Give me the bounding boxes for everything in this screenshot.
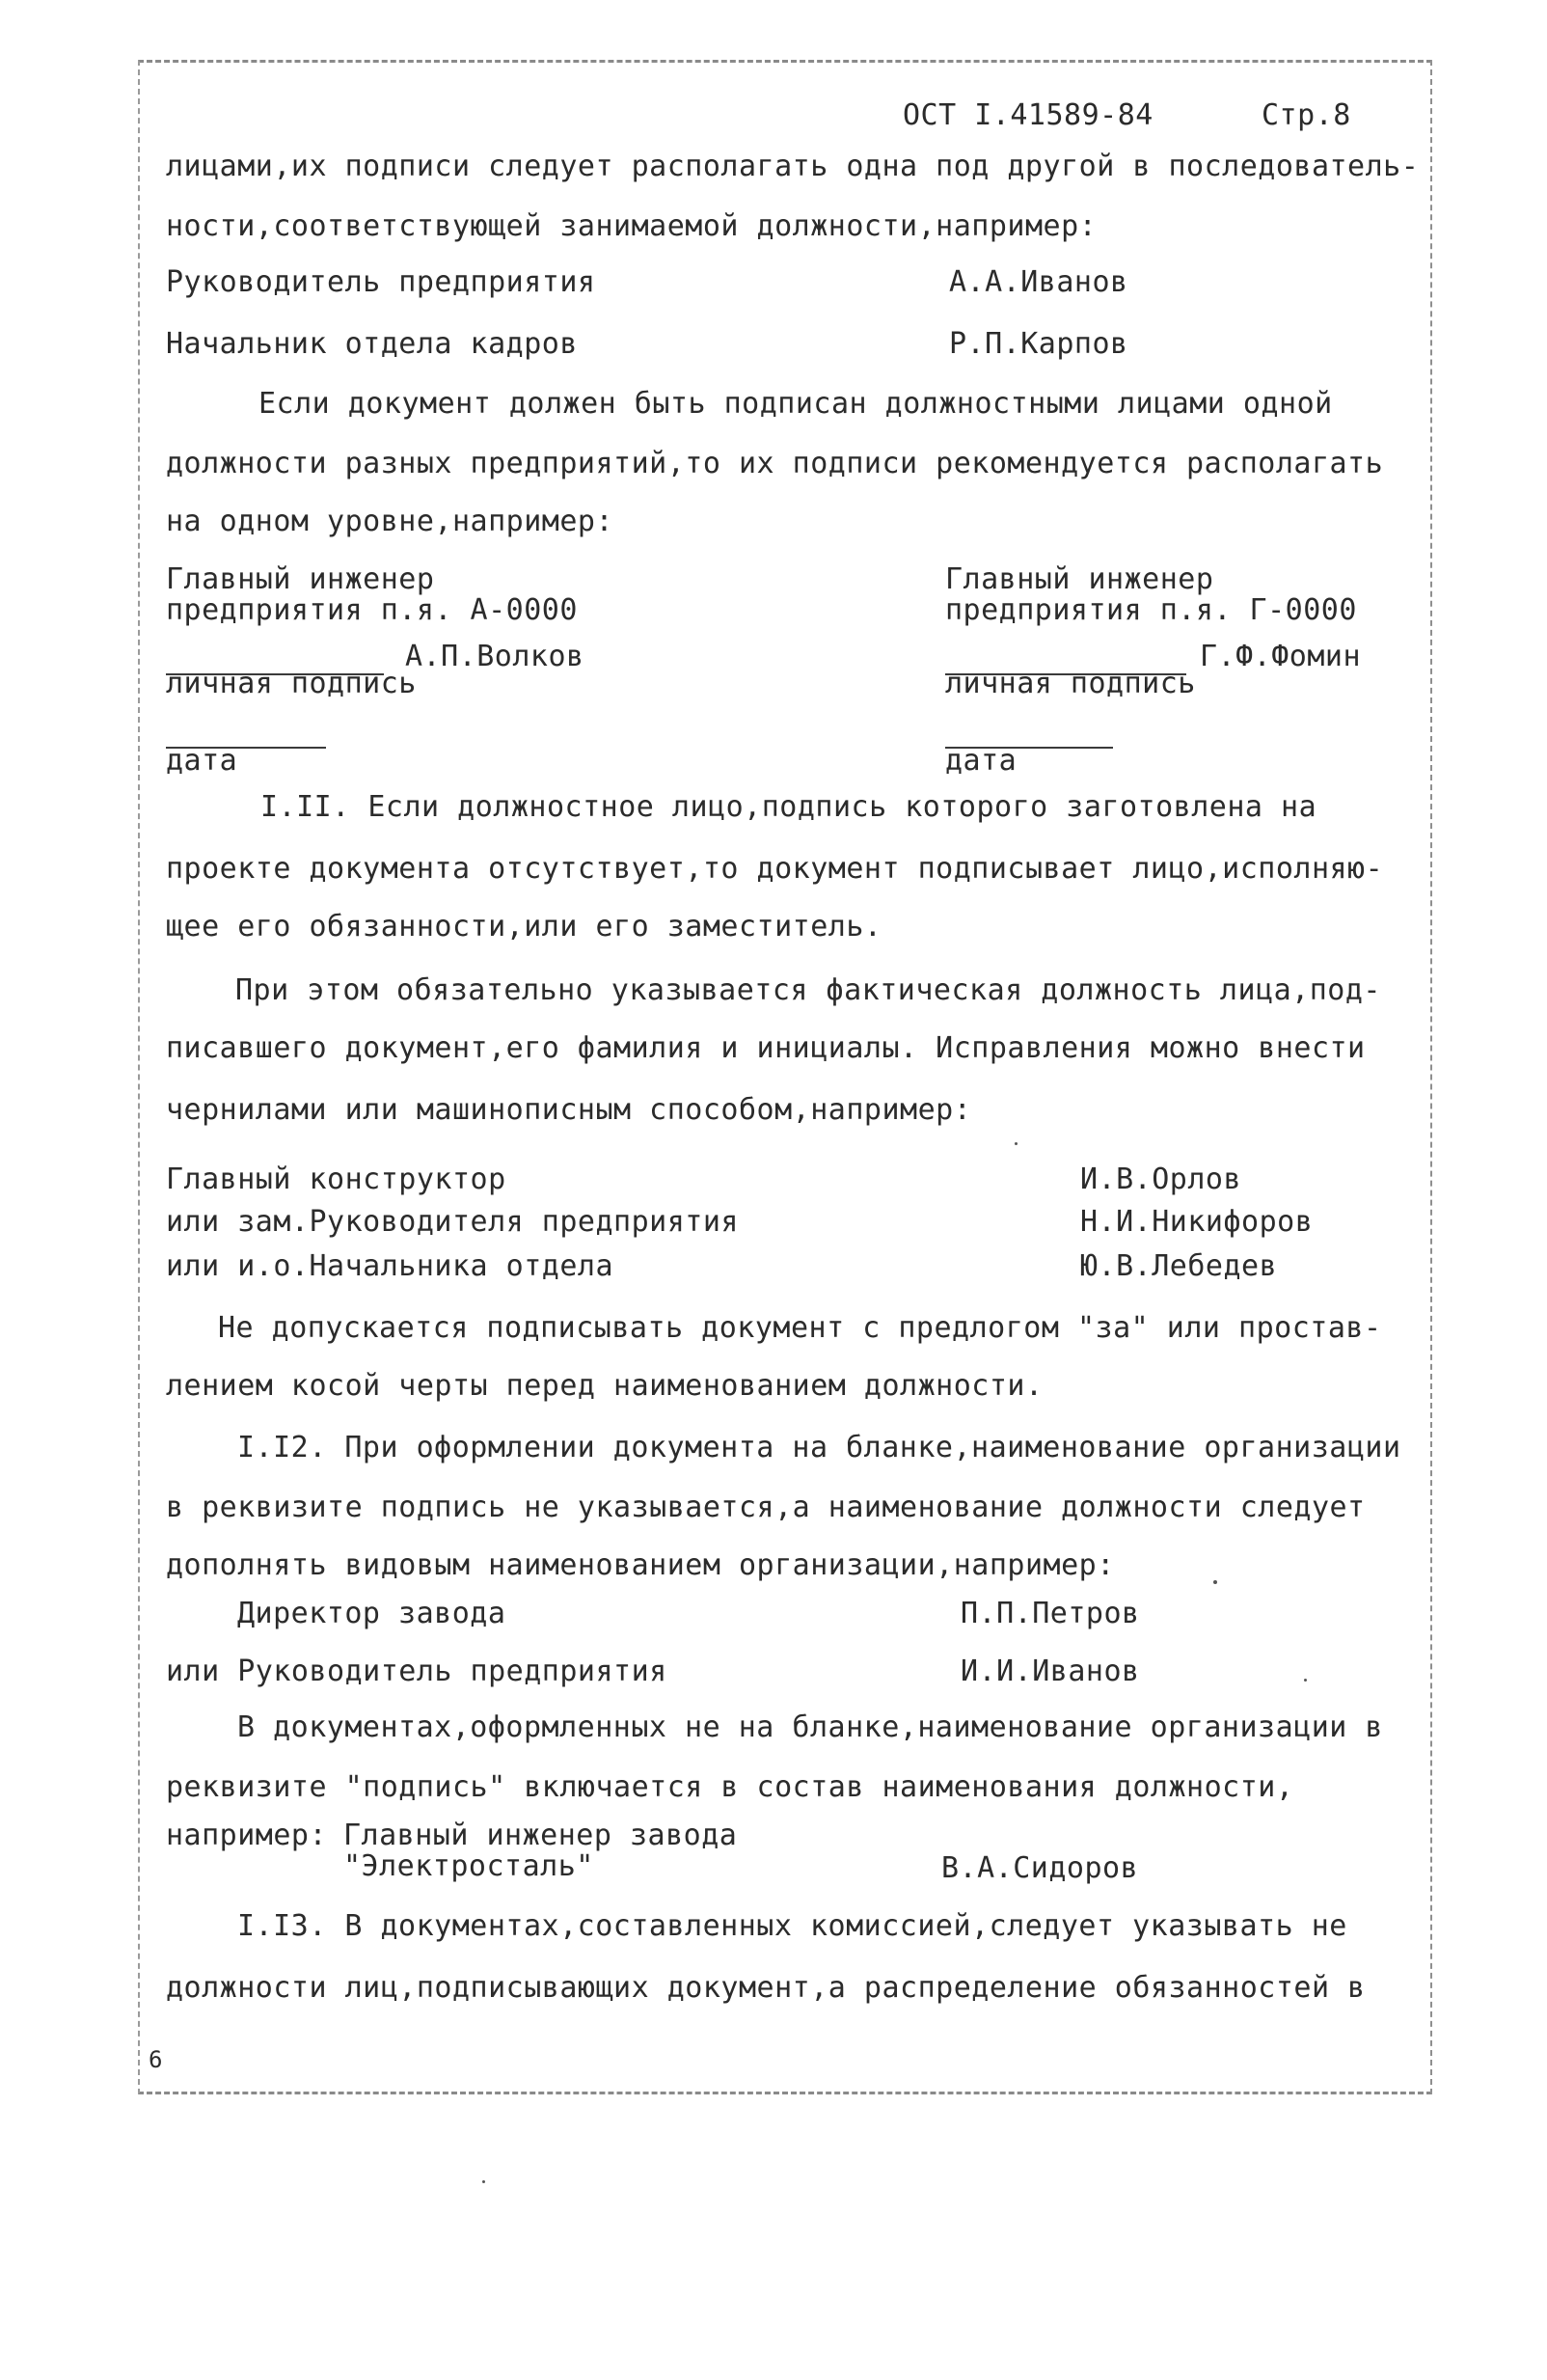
same-level-line-3: на одном уровне,например: xyxy=(166,505,614,538)
sig-left-date-label: дата xyxy=(166,744,238,778)
example3-position-2: или Руководитель предприятия xyxy=(166,1655,667,1688)
sig-left-title-1: Главный инженер xyxy=(166,562,435,596)
page-number: 6 xyxy=(149,2046,163,2073)
sig-right-title-1: Главный инженер xyxy=(945,562,1214,596)
para-1-12-line-2: в реквизите подпись не указывается,а наименование должности следует xyxy=(166,1491,1366,1524)
sig-right-title-2: предприятия п.я. Г-0000 xyxy=(945,593,1357,627)
sig-left-title-2: предприятия п.я. А-0000 xyxy=(166,593,578,627)
page-label: Стр.8 xyxy=(1262,98,1351,132)
para-1-11-line-2: проекте документа отсутствует,то документ подписывает лицо,исполняю- xyxy=(166,852,1384,886)
para-1-11-line-1: I.II. Если должностное лицо,подпись которого заготовлена на xyxy=(260,790,1317,824)
intro-line-1: лицами,их подписи следует располагать одна под другой в последователь- xyxy=(166,150,1420,183)
para-actual-line-1: При этом обязательно указывается фактическая должность лица,под- xyxy=(235,973,1381,1007)
scan-speck xyxy=(1213,1580,1217,1584)
example3-name-2: И.И.Иванов xyxy=(961,1655,1140,1688)
para-1-13-line-2: должности лиц,подписывающих документ,а распределение обязанностей в xyxy=(166,1971,1366,2005)
example2-position-3: или и.о.Начальника отдела xyxy=(166,1249,614,1283)
para-1-13-line-1: I.I3. В документах,составленных комиссией,следует указывать не xyxy=(237,1909,1347,1943)
example1-name-1: А.А.Иванов xyxy=(949,265,1128,299)
para-not-blank-title-1: Главный инженер завода xyxy=(343,1819,738,1852)
sig-right-name: Г.Ф.Фомин xyxy=(1200,640,1362,673)
intro-line-2: ности,соответствующей занимаемой должности,например: xyxy=(166,209,1098,243)
para-not-blank-prefix: например: xyxy=(166,1819,328,1852)
para-not-blank-line-2: реквизите "подпись" включается в состав наименования должности, xyxy=(166,1770,1294,1804)
sig-right-signature-label: личная подпись xyxy=(945,667,1196,700)
example1-position-2: Начальник отдела кадров xyxy=(166,327,578,361)
para-actual-line-2: писавшего документ,его фамилия и инициалы. Исправления можно внести xyxy=(166,1031,1366,1065)
para-za-line-2: лением косой черты перед наименованием должности. xyxy=(166,1369,1044,1403)
example1-name-2: Р.П.Карпов xyxy=(949,327,1128,361)
example2-name-2: Н.И.Никифоров xyxy=(1080,1205,1314,1239)
sig-left-name: А.П.Волков xyxy=(405,640,584,673)
example1-position-1: Руководитель предприятия xyxy=(166,265,596,299)
para-1-12-line-1: I.I2. При оформлении документа на бланке,наименование организации xyxy=(237,1431,1401,1464)
para-1-11-line-3: щее его обязанности,или его заместитель. xyxy=(166,910,882,944)
para-1-12-line-3: дополнять видовым наименованием организации,например: xyxy=(166,1548,1115,1582)
example2-name-3: Ю.В.Лебедев xyxy=(1080,1249,1278,1283)
scan-speck xyxy=(1015,1142,1018,1145)
same-level-line-1: Если документ должен быть подписан должностными лицами одной xyxy=(258,387,1333,421)
example2-position-1: Главный конструктор xyxy=(166,1163,506,1196)
example2-position-2: или зам.Руководителя предприятия xyxy=(166,1205,739,1239)
example2-name-1: И.В.Орлов xyxy=(1080,1163,1242,1196)
document-code: ОСТ I.41589-84 xyxy=(903,98,1153,132)
para-not-blank-title-2: "Электросталь" xyxy=(343,1849,594,1883)
para-actual-line-3: чернилами или машинописным способом,например: xyxy=(166,1093,972,1127)
same-level-line-2: должности разных предприятий,то их подписи рекомендуется располагать xyxy=(166,447,1384,480)
sig-left-signature-label: личная подпись xyxy=(166,667,417,700)
example3-position-1: Директор завода xyxy=(237,1597,506,1630)
sig-right-date-label: дата xyxy=(945,744,1018,778)
para-not-blank-line-1: В документах,оформленных не на бланке,наименование организации в xyxy=(237,1710,1383,1744)
para-za-line-1: Не допускается подписывать документ с предлогом "за" или простав- xyxy=(218,1311,1382,1345)
scan-speck xyxy=(482,2180,485,2183)
para-not-blank-name: В.А.Сидоров xyxy=(941,1851,1139,1885)
example3-name-1: П.П.Петров xyxy=(961,1597,1140,1630)
scan-speck xyxy=(1304,1679,1307,1682)
